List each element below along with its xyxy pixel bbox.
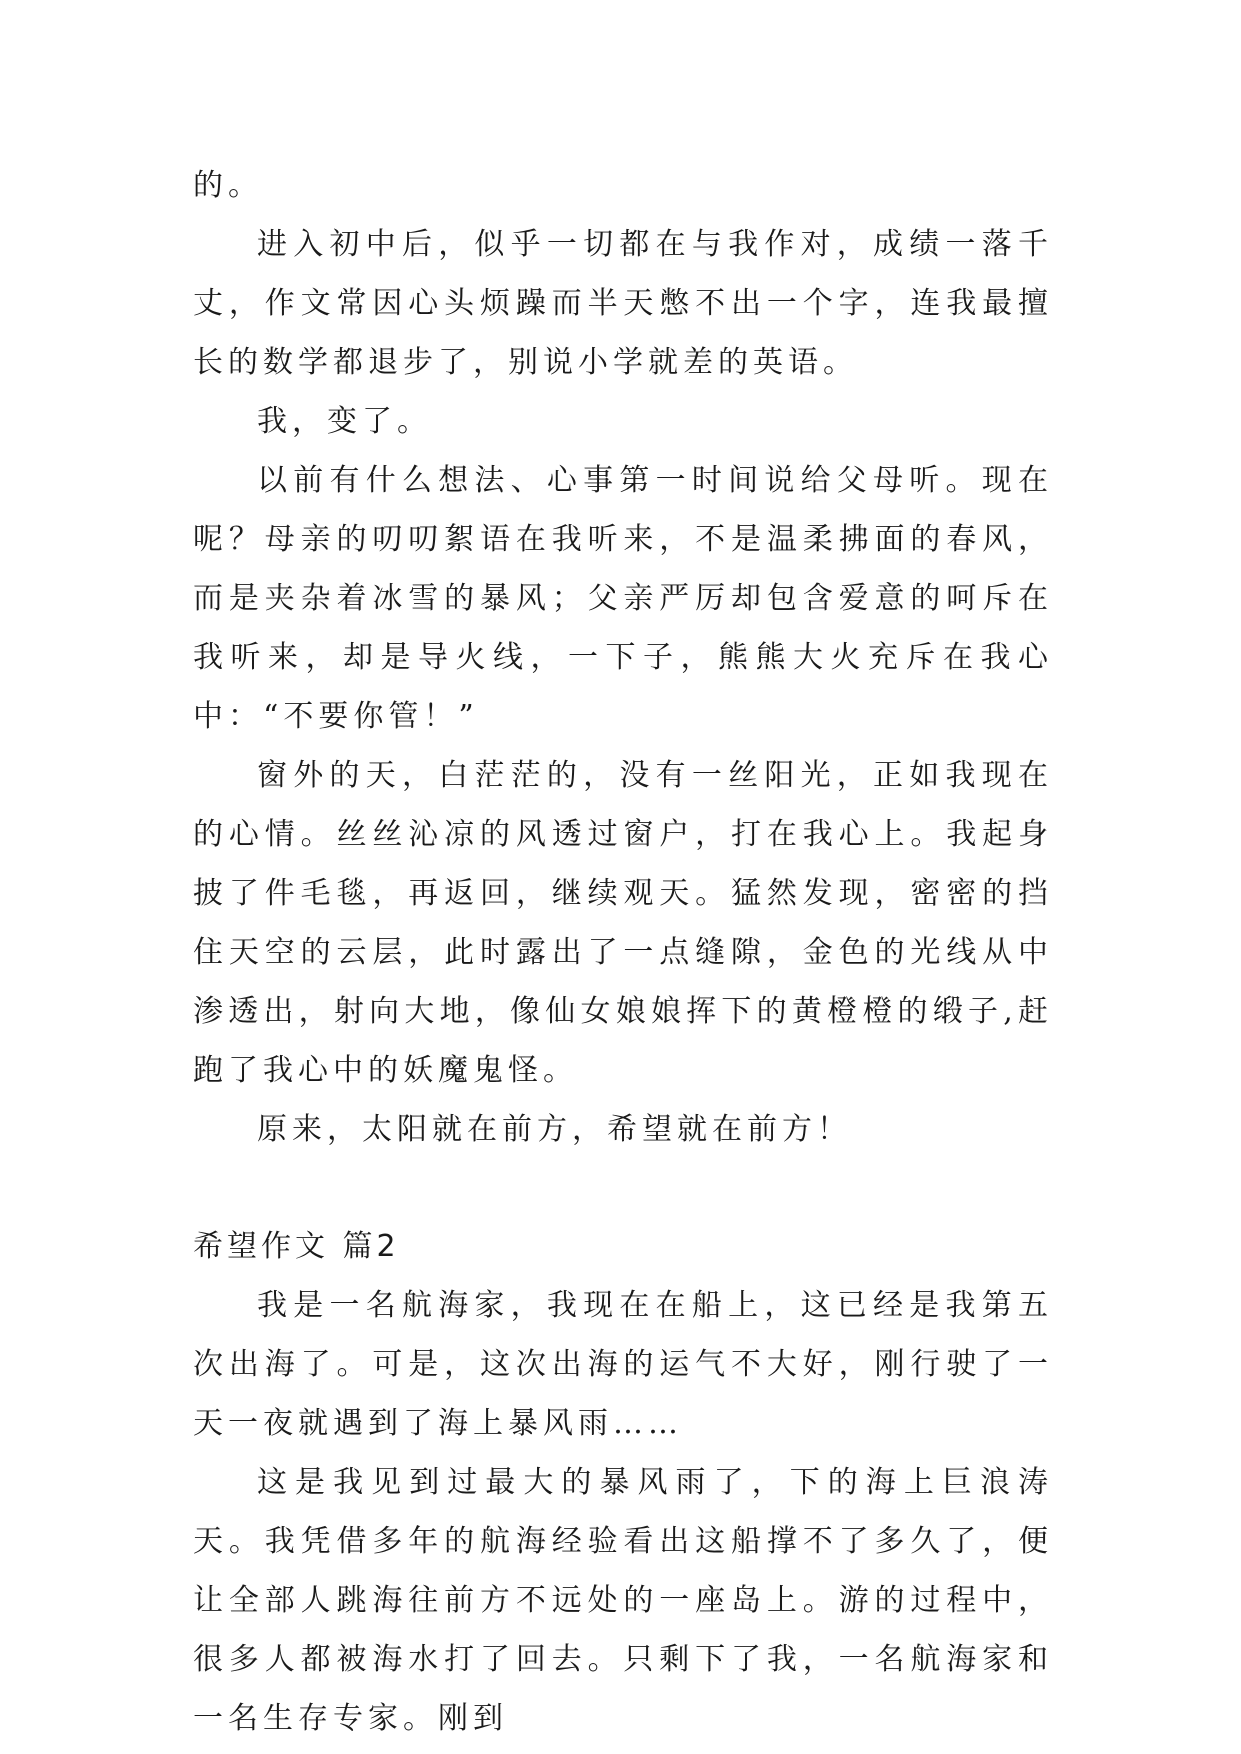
paragraph: 原来，太阳就在前方，希望就在前方！ — [257, 1112, 852, 1147]
paragraph: 我，变了。 — [257, 404, 432, 439]
section-title: 希望作文 篇2 — [193, 1229, 400, 1264]
paragraph: 以前有什么想法、心事第一时间说给父母听。现在呢？母亲的叨叨絮语在我听来，不是温柔拂面的春风，而是夹杂着冰雪的暴风；父亲严厉却包含爱意的呵斥在我听来，却是导火线，一下子，熊熊大火充斥在我心中：“不要你管！” — [193, 463, 1053, 734]
paragraph: 进入初中后，似乎一切都在与我作对，成绩一落千丈，作文常因心头烦躁而半天憋不出一个字，连我最擅长的数学都退步了，别说小学就差的英语。 — [193, 227, 1053, 380]
paragraph-continuation: 的。 — [193, 168, 263, 203]
document-body — [193, 156, 1053, 1748]
paragraph: 我是一名航海家，我现在在船上，这已经是我第五次出海了。可是，这次出海的运气不大好，刚行驶了一天一夜就遇到了海上暴风雨…… — [193, 1288, 1053, 1441]
paragraph: 窗外的天，白茫茫的，没有一丝阳光，正如我现在的心情。丝丝沁凉的风透过窗户，打在我心上。我起身披了件毛毯，再返回，继续观天。猛然发现，密密的挡住天空的云层，此时露出了一点缝隙，金色的光线从中渗透出，射向大地，像仙女娘娘挥下的黄橙橙的缎子,赶跑了我心中的妖魔鬼怪。 — [193, 758, 1053, 1088]
paragraph: 这是我见到过最大的暴风雨了，下的海上巨浪涛天。我凭借多年的航海经验看出这船撑不了多久了，便让全部人跳海往前方不远处的一座岛上。游的过程中，很多人都被海水打了回去。只剩下了我，一名航海家和一名生存专家。刚到 — [193, 1465, 1053, 1736]
